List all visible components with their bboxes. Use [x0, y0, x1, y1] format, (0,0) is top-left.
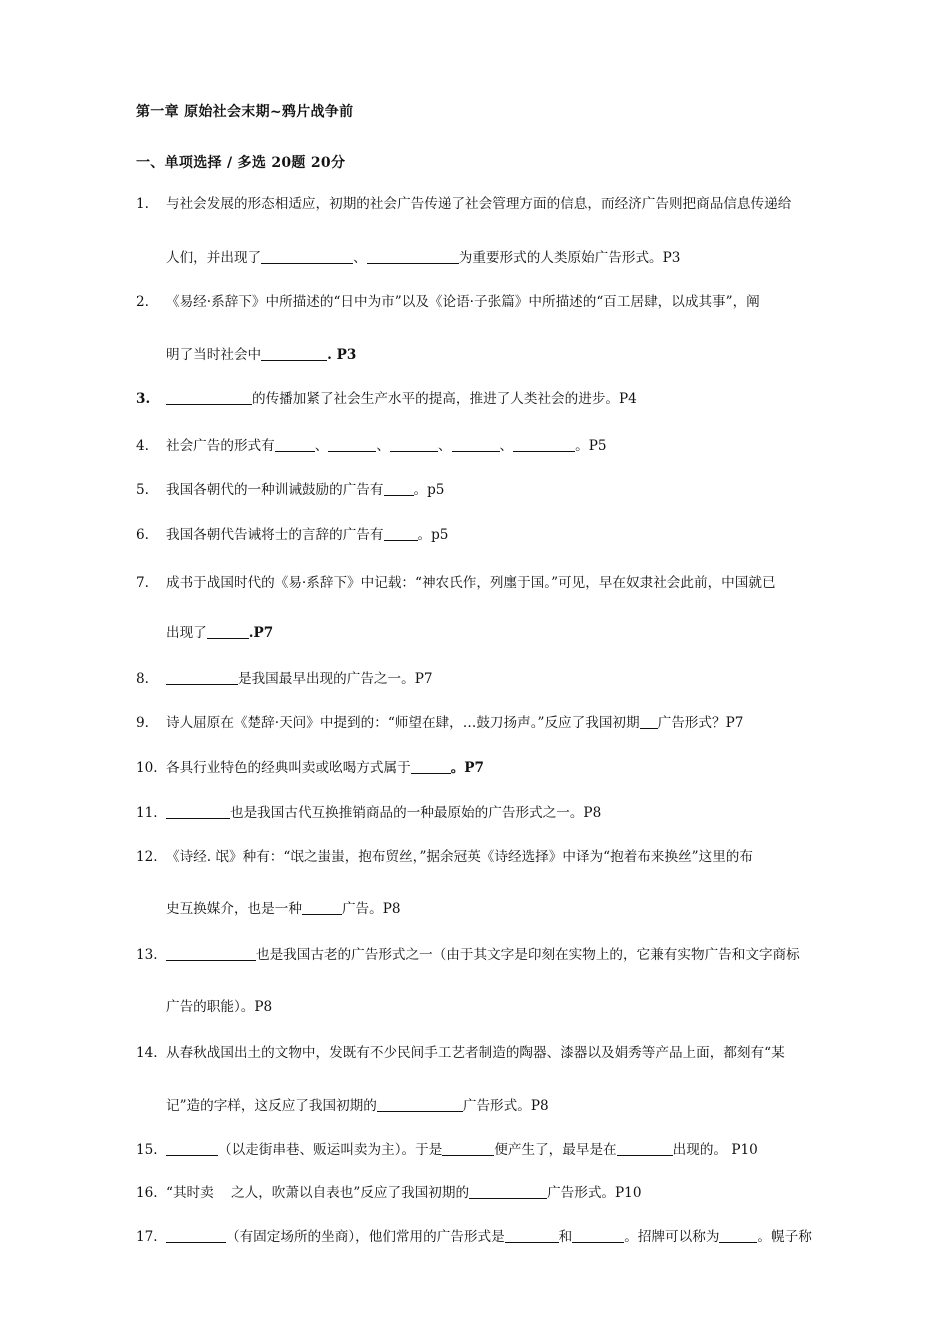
question-8: 8. 是我国最早出现的广告之一。P7 — [136, 671, 433, 687]
question-6: 6. 我国各朝代告诫将士的言辞的广告有 。p5 — [136, 527, 449, 543]
question-number: 5. — [136, 482, 149, 498]
question-7: 7. 成书于战国时代的《易·系辞下》中记载：“神农氏作，列廛于国。”可见，早在奴隶社会此前，中国就已 — [136, 575, 776, 591]
question-number: 8. — [136, 671, 149, 687]
question-7-cont: 出现了 .P7 — [166, 625, 274, 641]
question-number: 16. — [136, 1185, 158, 1201]
answer-blank[interactable] — [328, 437, 376, 452]
answer-blank[interactable] — [166, 1228, 226, 1243]
question-number: 6. — [136, 527, 149, 543]
question-number: 3. — [136, 391, 151, 407]
answer-blank[interactable] — [302, 900, 342, 915]
answer-blank[interactable] — [505, 1228, 559, 1243]
question-number: 4. — [136, 438, 149, 454]
question-number: 7. — [136, 575, 149, 591]
question-16: 16. “其时卖 之人，吹萧以自表也”反应了我国初期的 广告形式。P10 — [136, 1185, 642, 1201]
answer-blank[interactable] — [442, 1141, 494, 1156]
question-13: 13. 也是我国古老的广告形式之一（由于其文字是印刻在实物上的，它兼有实物广告和文字商标 — [136, 947, 800, 963]
question-9: 9. 诗人屈原在《楚辞·天问》中提到的：“师望在肆，…鼓刀扬声。”反应了我国初期 广告形式？P7 — [136, 715, 744, 731]
question-14-cont: 记”造的字样，这反应了我国初期的 广告形式。P8 — [166, 1098, 549, 1114]
question-number: 1. — [136, 196, 149, 212]
question-17: 17. （有固定场所的坐商），他们常用的广告形式是 和 。招牌可以称为 。幌子称 — [136, 1229, 812, 1245]
answer-blank[interactable] — [513, 437, 575, 452]
question-12: 12. 《诗经. 氓》种有：“氓之蚩蚩，抱布贸丝，”据余冠英《诗经选择》中译为“抱着布来换丝”这里的布 — [136, 849, 753, 865]
chapter-title: 第一章 原始社会末期~鸦片战争前 — [136, 104, 354, 120]
answer-blank[interactable] — [166, 390, 252, 405]
question-number: 2. — [136, 294, 149, 310]
answer-blank[interactable] — [384, 526, 418, 541]
answer-blank[interactable] — [261, 346, 327, 361]
answer-blank[interactable] — [469, 1184, 547, 1199]
answer-blank[interactable] — [390, 437, 438, 452]
question-3: 3. 的传播加紧了社会生产水平的提高，推进了人类社会的进步。P4 — [136, 391, 637, 407]
question-11: 11. 也是我国古代互换推销商品的一种最原始的广告形式之一。P8 — [136, 805, 602, 821]
question-15: 15. （以走街串巷、贩运叫卖为主）。于是 便产生了，最早是在 出现的。 P10 — [136, 1142, 758, 1158]
question-1-cont: 人们，并出现了 、 为重要形式的人类原始广告形式。P3 — [166, 250, 681, 266]
question-number: 11. — [136, 805, 158, 821]
answer-blank[interactable] — [166, 946, 256, 961]
question-4: 4. 社会广告的形式有 、 、 、 、 。P5 — [136, 438, 607, 454]
question-2-cont: 明了当时社会中 . P3 — [166, 347, 357, 363]
answer-blank[interactable] — [275, 437, 315, 452]
answer-blank[interactable] — [640, 714, 658, 729]
question-number: 13. — [136, 947, 158, 963]
question-10: 10. 各具行业特色的经典叫卖或吆喝方式属于 。P7 — [136, 760, 484, 776]
question-1: 1. 与社会发展的形态相适应，初期的社会广告传递了社会管理方面的信息，而经济广告则把商品信息传递给 — [136, 196, 792, 212]
question-number: 15. — [136, 1142, 158, 1158]
answer-blank[interactable] — [367, 249, 459, 264]
question-number: 12. — [136, 849, 158, 865]
answer-blank[interactable] — [384, 481, 414, 496]
question-5: 5. 我国各朝代的一种训诫鼓励的广告有 。p5 — [136, 482, 445, 498]
answer-blank[interactable] — [377, 1097, 463, 1112]
question-2: 2. 《易经·系辞下》中所描述的“日中为市”以及《论语·子张篇》中所描述的“百工居肆，以成其事”，阐 — [136, 294, 760, 310]
answer-blank[interactable] — [166, 1141, 218, 1156]
question-13-cont: 广告的职能）。P8 — [166, 999, 273, 1015]
question-14: 14. 从春秋战国出土的文物中，发既有不少民间手工艺者制造的陶器、漆器以及娟秀等产品上面，都刻有“某 — [136, 1045, 785, 1061]
question-number: 9. — [136, 715, 149, 731]
answer-blank[interactable] — [207, 624, 249, 639]
answer-blank[interactable] — [452, 437, 500, 452]
answer-blank[interactable] — [411, 759, 451, 774]
answer-blank[interactable] — [166, 670, 238, 685]
answer-blank[interactable] — [617, 1141, 673, 1156]
section-heading: 一、单项选择 / 多选 20题 20分 — [136, 155, 346, 171]
answer-blank[interactable] — [261, 249, 353, 264]
answer-blank[interactable] — [572, 1228, 624, 1243]
question-number: 10. — [136, 760, 158, 776]
answer-blank[interactable] — [166, 804, 230, 819]
question-number: 17. — [136, 1229, 158, 1245]
answer-blank[interactable] — [719, 1228, 757, 1243]
question-number: 14. — [136, 1045, 158, 1061]
question-12-cont: 史互换媒介，也是一种 广告。P8 — [166, 901, 401, 917]
